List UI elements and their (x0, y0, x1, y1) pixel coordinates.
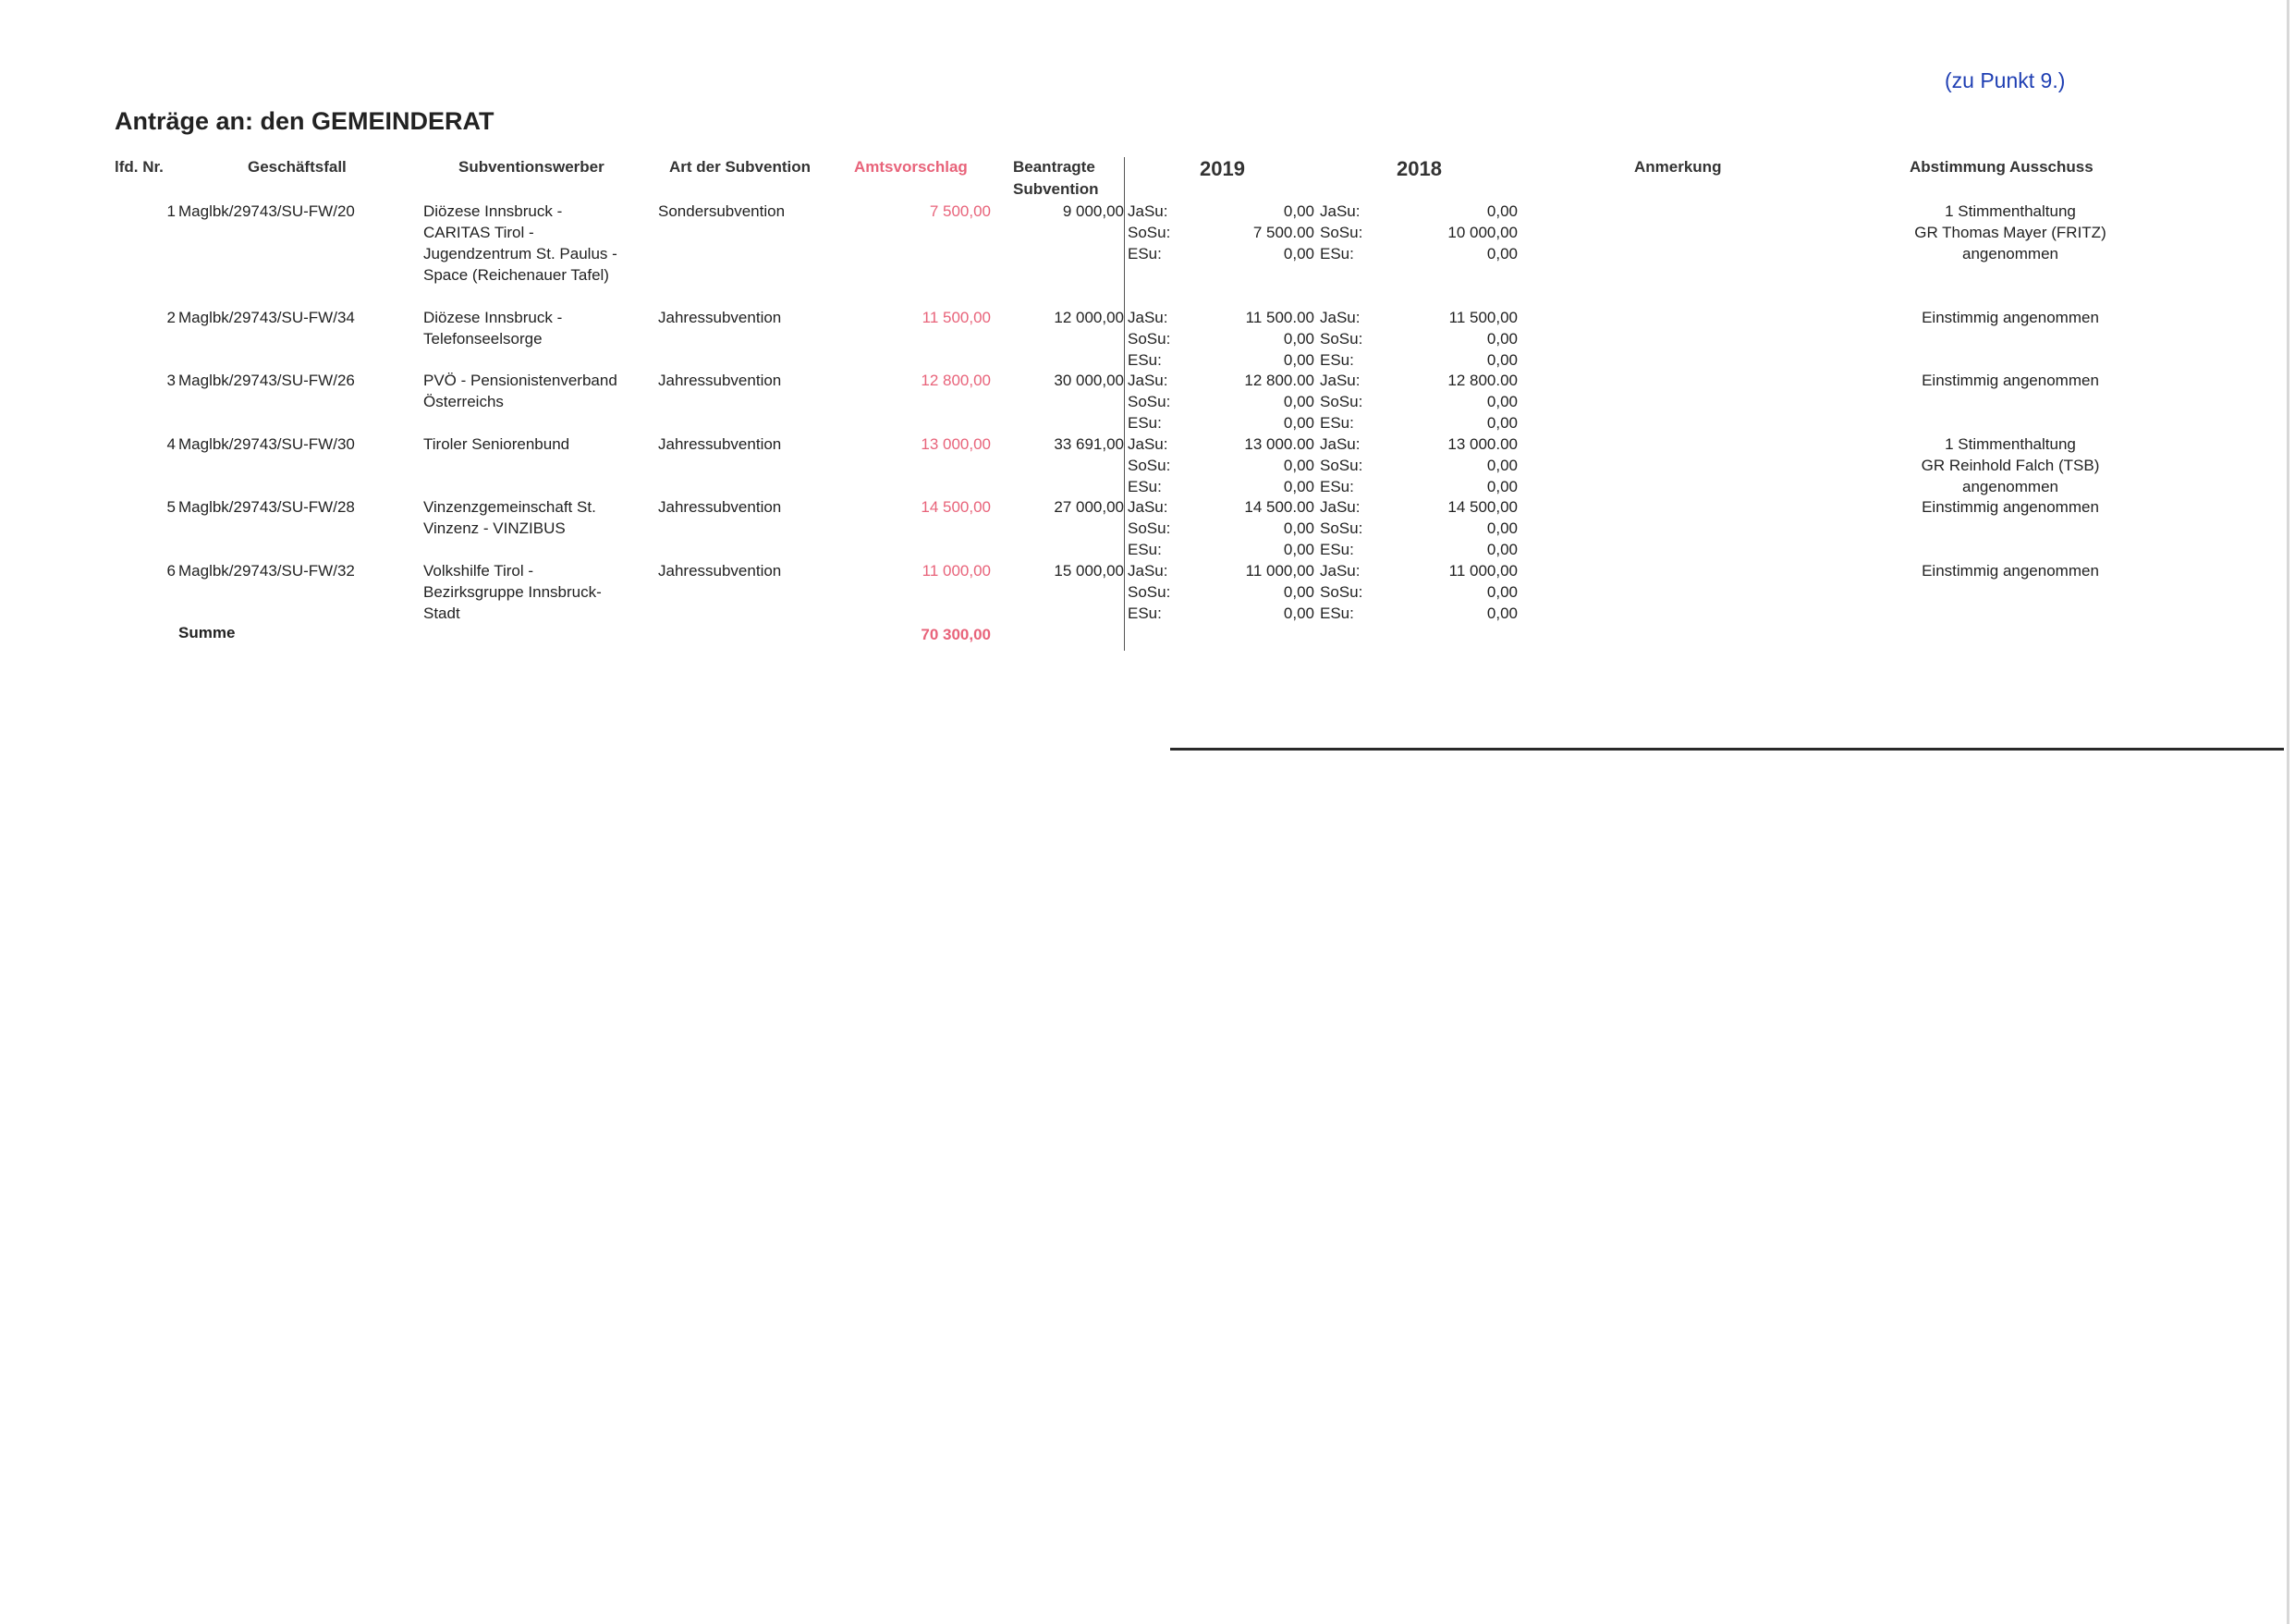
label-2018: SoSu: (1320, 393, 1363, 410)
value-2019: 0,00 (1283, 351, 1314, 369)
bottom-rule (1170, 748, 2284, 751)
label-2019: JaSu: (1128, 309, 1168, 326)
value-2018: 0,00 (1486, 541, 1518, 558)
applicant-line: Jugendzentrum St. Paulus - (423, 245, 617, 263)
applicant-line: Vinzenzgemeinschaft St. (423, 498, 596, 516)
case-number: Maglbk/29743/SU-FW/34 (178, 309, 355, 326)
label-2019: ESu: (1128, 604, 1162, 622)
value-2019: 11 500.00 (1245, 309, 1314, 326)
value-2019: 0,00 (1283, 393, 1314, 410)
label-2019: JaSu: (1128, 372, 1168, 389)
label-2018: JaSu: (1320, 498, 1361, 516)
label-2019: JaSu: (1128, 562, 1168, 580)
case-number: Maglbk/29743/SU-FW/20 (178, 202, 355, 220)
subsidy-type: Jahressubvention (658, 498, 782, 516)
value-2018: 0,00 (1486, 583, 1518, 601)
applicant-line: Volkshilfe Tirol - (423, 562, 534, 580)
vote-result: angenommen (1962, 478, 2058, 495)
case-number: Maglbk/29743/SU-FW/30 (178, 435, 355, 453)
value-2018: 13 000.00 (1447, 435, 1518, 453)
requested-amount: 9 000,00 (1062, 202, 1124, 220)
applicant-line: Stadt (423, 604, 460, 622)
label-2019: SoSu: (1128, 330, 1171, 348)
proposal-amount: 11 500,00 (922, 309, 991, 326)
value-2018: 0,00 (1486, 519, 1518, 537)
label-2019: JaSu: (1128, 435, 1168, 453)
label-2019: JaSu: (1128, 498, 1168, 516)
label-2018: JaSu: (1320, 202, 1361, 220)
applicant-line: Bezirksgruppe Innsbruck- (423, 583, 602, 601)
col-header-requested-2: Subvention (1013, 180, 1099, 198)
label-2019: ESu: (1128, 245, 1162, 263)
value-2019: 0,00 (1283, 202, 1314, 220)
proposal-amount: 11 000,00 (922, 562, 991, 580)
value-2019: 13 000.00 (1244, 435, 1314, 453)
reference-note: (zu Punkt 9.) (1945, 68, 2066, 92)
label-2018: SoSu: (1320, 457, 1363, 474)
vote-result: GR Reinhold Falch (TSB) (1921, 457, 2100, 474)
value-2019: 0,00 (1283, 519, 1314, 537)
subsidy-type: Sondersubvention (658, 202, 786, 220)
vote-result: Einstimmig angenommen (1922, 562, 2099, 580)
value-2018: 0,00 (1486, 457, 1518, 474)
column-separator (1124, 157, 1125, 651)
value-2019: 7 500.00 (1252, 224, 1314, 241)
vote-result: GR Thomas Mayer (FRITZ) (1914, 224, 2106, 241)
total-label: Summe (178, 624, 236, 641)
label-2018: SoSu: (1320, 583, 1363, 601)
applicant-line: Tiroler Seniorenbund (423, 435, 570, 453)
applicant-line: Space (Reichenauer Tafel) (423, 266, 609, 284)
label-2018: ESu: (1320, 245, 1354, 263)
col-header-proposal: Amtsvorschlag (854, 158, 968, 176)
col-header-case: Geschäftsfall (248, 158, 347, 176)
requested-amount: 12 000,00 (1054, 309, 1124, 326)
proposal-amount: 12 800,00 (921, 372, 991, 389)
applicant-line: Vinzenz - VINZIBUS (423, 519, 566, 537)
value-2018: 0,00 (1486, 604, 1518, 622)
vote-result: angenommen (1962, 245, 2058, 263)
value-2019: 14 500.00 (1244, 498, 1314, 516)
value-2018: 11 000,00 (1448, 562, 1518, 580)
col-header-applicant: Subventionswerber (458, 158, 604, 176)
row-number: 3 (166, 372, 176, 389)
document-title: Anträge an: den GEMEINDERAT (115, 107, 494, 135)
requested-amount: 15 000,00 (1054, 562, 1124, 580)
value-2018: 14 500,00 (1447, 498, 1518, 516)
subsidy-type: Jahressubvention (658, 372, 782, 389)
proposal-amount: 13 000,00 (921, 435, 991, 453)
value-2019: 0,00 (1283, 245, 1314, 263)
label-2019: SoSu: (1128, 519, 1171, 537)
case-number: Maglbk/29743/SU-FW/28 (178, 498, 355, 516)
applicant-line: Telefonseelsorge (423, 330, 543, 348)
value-2019: 0,00 (1283, 414, 1314, 432)
value-2018: 0,00 (1486, 330, 1518, 348)
vote-result: Einstimmig angenommen (1922, 309, 2099, 326)
vote-result: Einstimmig angenommen (1922, 372, 2099, 389)
label-2018: JaSu: (1320, 435, 1361, 453)
label-2019: ESu: (1128, 414, 1162, 432)
label-2018: SoSu: (1320, 330, 1363, 348)
vote-result: Einstimmig angenommen (1922, 498, 2099, 516)
applicant-line: Diözese Innsbruck - (423, 309, 563, 326)
row-number: 6 (166, 562, 176, 580)
row-number: 1 (166, 202, 176, 220)
label-2018: SoSu: (1320, 224, 1363, 241)
label-2019: ESu: (1128, 351, 1162, 369)
label-2018: ESu: (1320, 414, 1354, 432)
value-2019: 0,00 (1283, 583, 1314, 601)
value-2018: 12 800.00 (1447, 372, 1518, 389)
col-header-vote: Abstimmung Ausschuss (1910, 158, 2094, 176)
applicant-line: Österreichs (423, 393, 504, 410)
applicant-line: Diözese Innsbruck - (423, 202, 563, 220)
label-2019: SoSu: (1128, 224, 1171, 241)
value-2018: 0,00 (1486, 393, 1518, 410)
col-header-2019: 2019 (1200, 157, 1245, 180)
proposal-amount: 7 500,00 (929, 202, 991, 220)
label-2018: JaSu: (1320, 372, 1361, 389)
value-2019: 12 800.00 (1244, 372, 1314, 389)
label-2019: SoSu: (1128, 583, 1171, 601)
col-header-note: Anmerkung (1634, 158, 1722, 176)
label-2018: ESu: (1320, 604, 1354, 622)
label-2018: ESu: (1320, 541, 1354, 558)
row-number: 2 (166, 309, 176, 326)
label-2018: JaSu: (1320, 562, 1361, 580)
requested-amount: 27 000,00 (1054, 498, 1124, 516)
case-number: Maglbk/29743/SU-FW/26 (178, 372, 355, 389)
value-2018: 0,00 (1486, 414, 1518, 432)
subsidy-type: Jahressubvention (658, 309, 782, 326)
value-2018: 10 000,00 (1447, 224, 1518, 241)
subsidy-type: Jahressubvention (658, 562, 782, 580)
requested-amount: 33 691,00 (1054, 435, 1124, 453)
label-2019: ESu: (1128, 478, 1162, 495)
value-2019: 0,00 (1283, 478, 1314, 495)
label-2018: ESu: (1320, 478, 1354, 495)
value-2019: 0,00 (1283, 330, 1314, 348)
label-2019: ESu: (1128, 541, 1162, 558)
applicant-line: CARITAS Tirol - (423, 224, 534, 241)
col-header-nr: lfd. Nr. (115, 158, 164, 176)
label-2019: SoSu: (1128, 393, 1171, 410)
value-2019: 0,00 (1283, 541, 1314, 558)
col-header-2018: 2018 (1397, 157, 1442, 180)
value-2019: 0,00 (1283, 604, 1314, 622)
requested-amount: 30 000,00 (1054, 372, 1124, 389)
col-header-requested-1: Beantragte (1013, 158, 1095, 176)
label-2019: JaSu: (1128, 202, 1168, 220)
label-2018: SoSu: (1320, 519, 1363, 537)
label-2018: JaSu: (1320, 309, 1361, 326)
value-2018: 0,00 (1486, 351, 1518, 369)
row-number: 5 (166, 498, 176, 516)
value-2018: 0,00 (1486, 202, 1518, 220)
value-2018: 0,00 (1486, 245, 1518, 263)
value-2018: 0,00 (1486, 478, 1518, 495)
value-2019: 11 000,00 (1245, 562, 1314, 580)
value-2019: 0,00 (1283, 457, 1314, 474)
row-number: 4 (166, 435, 176, 453)
subsidy-type: Jahressubvention (658, 435, 782, 453)
total-value: 70 300,00 (921, 626, 991, 643)
label-2018: ESu: (1320, 351, 1354, 369)
value-2018: 11 500,00 (1448, 309, 1518, 326)
label-2019: SoSu: (1128, 457, 1171, 474)
page-edge (2287, 0, 2289, 1624)
vote-result: 1 Stimmenthaltung (1945, 202, 2076, 220)
col-header-type: Art der Subvention (669, 158, 812, 176)
applicant-line: PVÖ - Pensionistenverband (423, 372, 617, 389)
proposal-amount: 14 500,00 (921, 498, 991, 516)
case-number: Maglbk/29743/SU-FW/32 (178, 562, 355, 580)
vote-result: 1 Stimmenthaltung (1945, 435, 2076, 453)
